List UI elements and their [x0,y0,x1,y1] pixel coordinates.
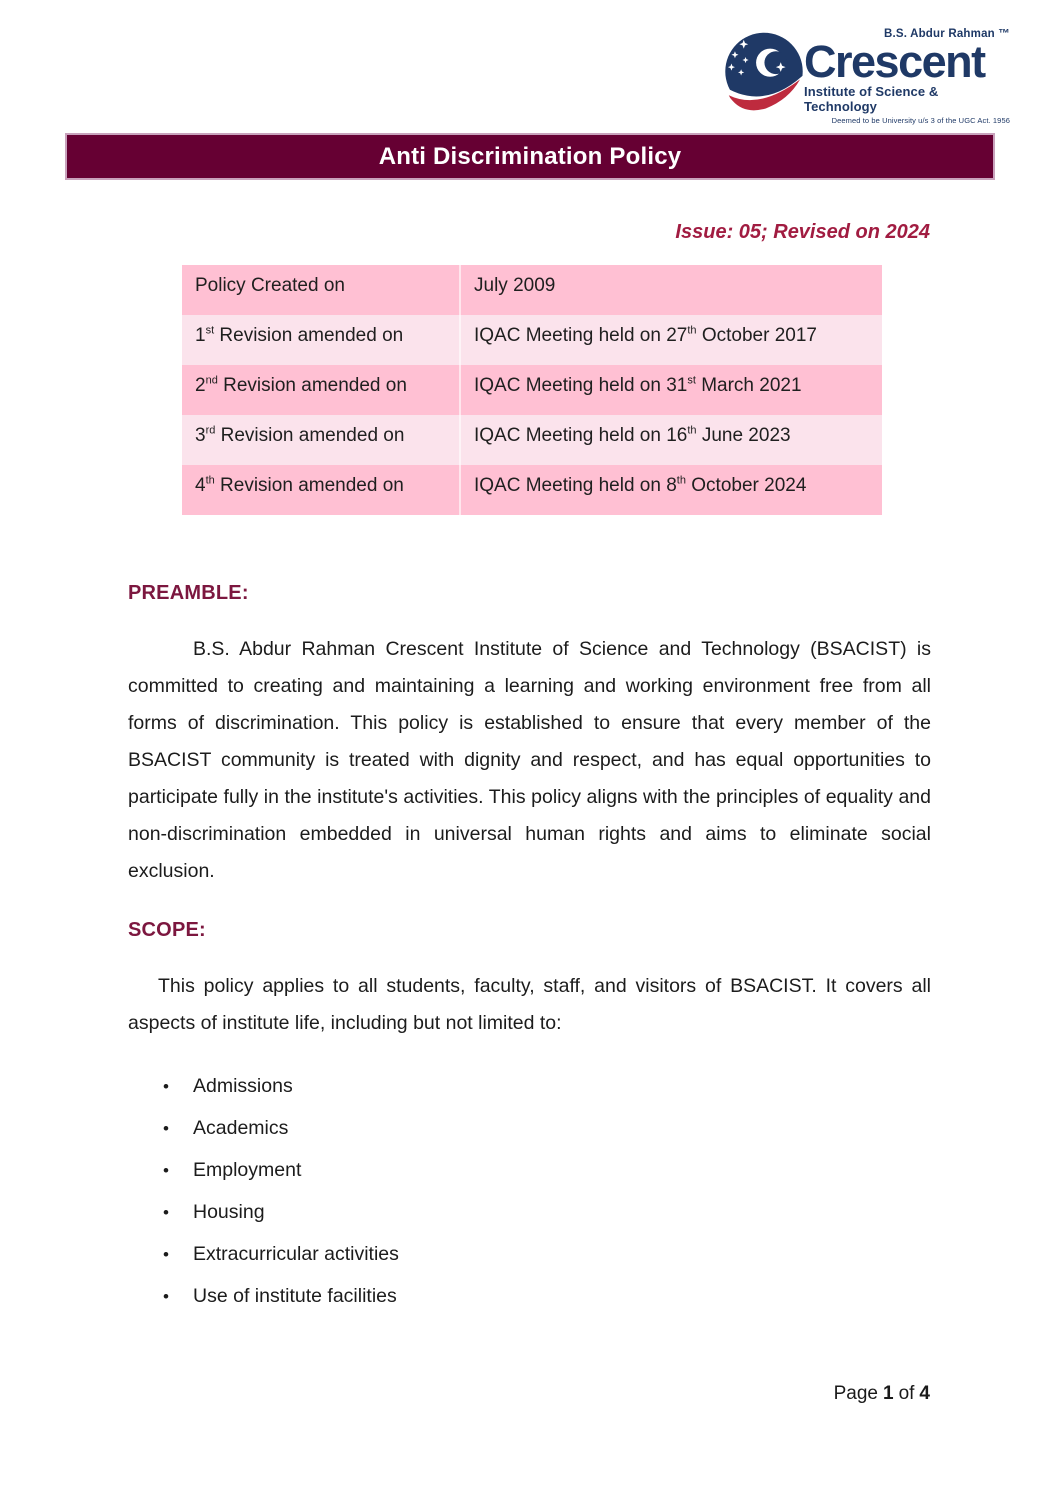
list-item [128,1284,399,1309]
cell-text: October 2024 [685,475,807,496]
cell-text: 1 [195,325,206,346]
footer-of-word: of [898,1383,915,1404]
revision-table [182,265,882,515]
table-cell-label [182,365,460,415]
bullet-icon: • [163,1077,169,1096]
ordinal-suffix: th [687,424,697,437]
crescent-logo-icon [720,31,808,119]
cell-text: IQAC Meeting held on 8 [474,475,677,496]
cell-text: IQAC Meeting held on 27 [474,325,688,346]
ordinal-suffix: nd [205,374,218,387]
bullet-label: Use of institute facilities [193,1285,397,1307]
table-cell-label [182,465,460,515]
cell-text: Revision amended on [217,375,407,396]
issue-revision-line: Issue: 05; Revised on 2024 [675,221,930,243]
cell-text: 3 [195,425,206,446]
table-cell-label [182,315,460,365]
bullet-label: Housing [193,1201,265,1223]
scope-bullet-list [128,1074,399,1326]
bullet-icon: • [163,1203,169,1222]
table-cell-value [460,315,882,365]
list-item [128,1074,399,1099]
table-cell-value [460,365,882,415]
bullet-label: Employment [193,1159,302,1181]
scope-heading: SCOPE: [128,919,206,941]
table-row [182,315,882,365]
bullet-label: Admissions [193,1075,293,1097]
cell-text: IQAC Meeting held on 31 [474,375,688,396]
cell-text: Policy Created on [195,275,345,296]
logo-trademark-name: B.S. Abdur Rahman ™ [883,28,1010,40]
page-number-footer [834,1383,930,1405]
footer-current-page: 1 [882,1383,894,1404]
cell-text: Revision amended on [215,425,405,446]
title-bar [65,133,995,180]
bullet-label: Extracurricular activities [193,1243,399,1265]
table-row [182,465,882,515]
logo-tagline: Deemed to be University u/s 3 of the UGC Act. 1956 [831,116,1010,125]
cell-text: 4 [195,475,206,496]
cell-text: Revision amended on [214,325,404,346]
logo [720,28,1010,125]
cell-text: 2 [195,375,206,396]
footer-total-pages: 4 [919,1383,930,1404]
cell-text: June 2023 [696,425,791,446]
cell-text: July 2009 [474,275,556,296]
bullet-icon: • [163,1161,169,1180]
table-row [182,265,882,315]
ordinal-suffix: th [676,474,686,487]
table-cell-label [182,265,460,315]
footer-page-word: Page [833,1383,878,1404]
ordinal-suffix: th [687,324,697,337]
cell-text: IQAC Meeting held on 16 [474,425,688,446]
preamble-paragraph: B.S. Abdur Rahman Crescent Institute of Science and Technology (BSACIST) is committed to creating and maintaining a learning and working environment free from all forms of discrimination. This policy is established to ensure that every member of the BSACIST community is treated with dignity and respect, and has equal opportunities to participate fully in the institute's activities. This policy aligns with the principles of equality and non-discrimination embedded in universal human rights and aims to eliminate social exclusion. [128,638,931,882]
scope-paragraph: This policy applies to all students, faculty, staff, and visitors of BSACIST. It covers all aspects of institute life, including but not limited to: [128,975,931,1034]
page-title: Anti Discrimination Policy [378,142,682,170]
ordinal-suffix: st [687,374,696,387]
logo-text [804,28,1010,125]
table-cell-value [460,465,882,515]
cell-text: Revision amended on [214,475,404,496]
list-item [128,1200,399,1225]
logo-subtitle: Institute of Science & Technology [804,84,939,114]
bullet-icon: • [163,1245,169,1264]
ordinal-suffix: rd [205,424,216,437]
table-cell-value [460,265,882,315]
cell-text: March 2021 [695,375,802,396]
table-row [182,365,882,415]
list-item [128,1242,399,1267]
table-cell-value [460,415,882,465]
logo-brand: Crescent [804,36,985,87]
list-item [128,1158,399,1183]
bullet-icon: • [163,1119,169,1138]
ordinal-suffix: th [205,474,215,487]
ordinal-suffix: st [205,324,215,337]
bullet-icon: • [163,1287,169,1306]
table-cell-label [182,415,460,465]
list-item [128,1116,399,1141]
preamble-heading: PREAMBLE: [128,582,249,604]
cell-text: October 2017 [696,325,817,346]
table-row [182,415,882,465]
bullet-label: Academics [193,1117,289,1139]
